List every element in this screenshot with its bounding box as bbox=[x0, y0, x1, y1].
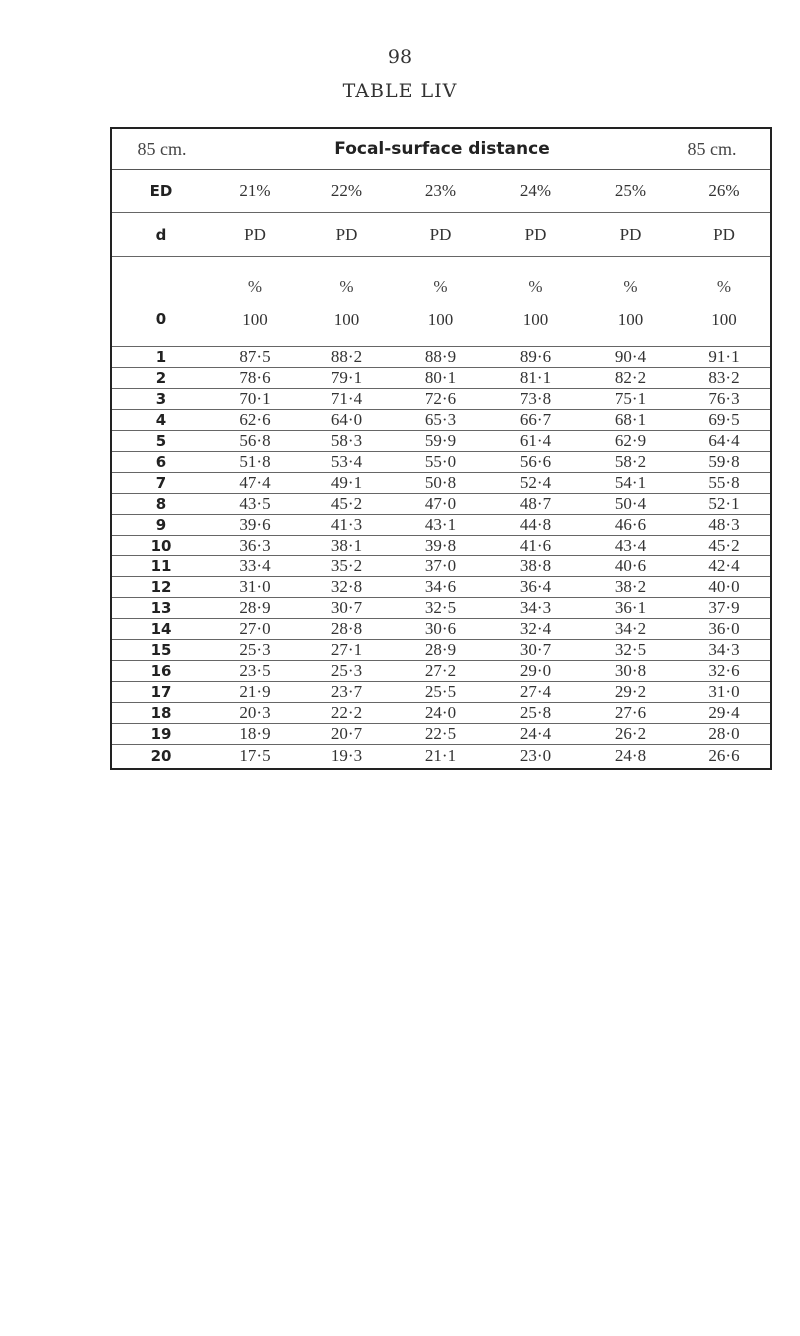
pd-value: 51·8 bbox=[239, 451, 271, 471]
pd-value: 90·4 bbox=[614, 346, 647, 366]
pd-value: 36·4 bbox=[519, 577, 552, 597]
ed-value: 23% bbox=[424, 180, 457, 200]
pd-value: 70·1 bbox=[239, 388, 271, 408]
table-row bbox=[112, 452, 770, 473]
row-label: 11 bbox=[150, 557, 172, 576]
pd-value: 46·6 bbox=[614, 514, 647, 534]
pd-value: 62·6 bbox=[239, 409, 271, 429]
percent-symbol: % bbox=[247, 277, 263, 296]
pd-value: 83·2 bbox=[708, 367, 740, 387]
table-row bbox=[112, 368, 770, 389]
pd-value: 27·0 bbox=[239, 619, 271, 639]
pd-value: 58·3 bbox=[330, 430, 363, 450]
pd-value: 41·3 bbox=[330, 514, 363, 534]
pd-value: 21·9 bbox=[239, 682, 271, 702]
pd-value: 58·2 bbox=[614, 451, 647, 471]
row-label: 4 bbox=[155, 410, 167, 429]
pd-value: 36·0 bbox=[708, 619, 740, 639]
pd-value: 27·4 bbox=[519, 682, 552, 702]
pd-value: 28·8 bbox=[330, 619, 363, 639]
zero-value bbox=[583, 278, 678, 328]
pd-value: 34·3 bbox=[708, 640, 740, 660]
row-label: 18 bbox=[150, 704, 172, 723]
pd-value: 32·5 bbox=[614, 640, 647, 660]
header-right-distance: 85 cm. bbox=[687, 139, 737, 159]
zero-number: 100 bbox=[617, 310, 644, 329]
row-label: 8 bbox=[155, 494, 167, 513]
pd-value: 69·5 bbox=[708, 409, 740, 429]
pd-value: 27·2 bbox=[424, 661, 457, 681]
pd-value: 26·6 bbox=[708, 745, 740, 765]
pd-value: 66·7 bbox=[519, 409, 552, 429]
ed-value: 26% bbox=[708, 180, 740, 200]
pd-value: 91·1 bbox=[708, 346, 740, 366]
row-label: 15 bbox=[150, 641, 172, 660]
pd-value: 43·1 bbox=[424, 514, 457, 534]
row-label: 2 bbox=[155, 368, 167, 387]
table-row bbox=[112, 577, 770, 598]
row-label: 0 bbox=[155, 310, 167, 328]
pd-value: 47·0 bbox=[424, 493, 457, 513]
table-row bbox=[112, 410, 770, 431]
row-label: 9 bbox=[155, 515, 167, 534]
pd-value: 21·1 bbox=[424, 745, 457, 765]
pd-value: 52·4 bbox=[519, 472, 552, 492]
pd-value: 37·9 bbox=[708, 598, 740, 618]
row-label: 7 bbox=[155, 473, 167, 492]
pd-value: 64·0 bbox=[330, 409, 363, 429]
pd-value: 43·5 bbox=[239, 493, 271, 513]
pd-value: 65·3 bbox=[424, 409, 457, 429]
pd-value: 34·3 bbox=[519, 598, 552, 618]
zero-value bbox=[300, 278, 393, 328]
pd-value: 19·3 bbox=[330, 745, 363, 765]
pd-header: PD bbox=[524, 224, 547, 244]
pd-value: 88·9 bbox=[424, 346, 457, 366]
pd-value: 23·5 bbox=[239, 661, 271, 681]
pd-value: 25·5 bbox=[424, 682, 457, 702]
zero-value bbox=[393, 278, 488, 328]
pd-value: 53·4 bbox=[330, 451, 363, 471]
pd-value: 30·6 bbox=[424, 619, 457, 639]
zero-number: 100 bbox=[427, 310, 454, 329]
pd-value: 22·5 bbox=[424, 724, 457, 744]
ed-value: 25% bbox=[614, 180, 647, 200]
data-table bbox=[110, 127, 772, 770]
table-row bbox=[112, 515, 770, 536]
pd-value: 29·0 bbox=[519, 661, 552, 681]
pd-value: 82·2 bbox=[614, 367, 647, 387]
pd-value: 71·4 bbox=[330, 388, 363, 408]
table-row bbox=[112, 724, 770, 745]
d-row bbox=[112, 213, 770, 257]
table-row bbox=[112, 661, 770, 682]
pd-value: 31·0 bbox=[708, 682, 740, 702]
row-label: 3 bbox=[155, 389, 167, 408]
pd-value: 20·3 bbox=[239, 703, 271, 723]
zero-number: 100 bbox=[522, 310, 549, 329]
pd-value: 55·0 bbox=[424, 451, 457, 471]
pd-value: 59·8 bbox=[708, 451, 740, 471]
pd-value: 50·4 bbox=[614, 493, 647, 513]
percent-symbol: % bbox=[339, 277, 354, 296]
row-label: 5 bbox=[155, 431, 167, 450]
pd-value: 34·2 bbox=[614, 619, 647, 639]
pd-value: 78·6 bbox=[239, 367, 271, 387]
pd-value: 37·0 bbox=[424, 556, 457, 576]
pd-value: 30·7 bbox=[330, 598, 363, 618]
pd-value: 27·1 bbox=[330, 640, 363, 660]
pd-header: PD bbox=[713, 224, 735, 244]
pd-value: 72·6 bbox=[424, 388, 457, 408]
pd-value: 24·0 bbox=[424, 703, 457, 723]
percent-symbol: % bbox=[433, 277, 448, 296]
zero-value bbox=[210, 278, 300, 328]
pd-value: 28·9 bbox=[424, 640, 457, 660]
pd-value: 49·1 bbox=[330, 472, 363, 492]
percent-symbol: % bbox=[528, 277, 543, 296]
pd-value: 75·1 bbox=[614, 388, 647, 408]
row-label: ED bbox=[149, 181, 173, 200]
pd-value: 20·7 bbox=[330, 724, 363, 744]
pd-value: 48·3 bbox=[708, 514, 740, 534]
pd-value: 42·4 bbox=[708, 556, 740, 576]
percent-symbol: % bbox=[716, 277, 732, 296]
pd-value: 38·8 bbox=[519, 556, 552, 576]
table-row bbox=[112, 494, 770, 515]
pd-value: 32·4 bbox=[519, 619, 552, 639]
pd-value: 87·5 bbox=[239, 346, 271, 366]
table-row bbox=[112, 640, 770, 661]
page-number: 98 bbox=[387, 46, 413, 68]
pd-value: 32·8 bbox=[330, 577, 363, 597]
header-caption: Focal-surface distance bbox=[334, 139, 550, 159]
ed-value: 21% bbox=[239, 180, 271, 200]
pd-header: PD bbox=[335, 224, 358, 244]
row-label: 20 bbox=[150, 746, 172, 765]
table-row bbox=[112, 431, 770, 452]
row-label: 19 bbox=[150, 725, 172, 744]
pd-header: PD bbox=[429, 224, 452, 244]
pd-value: 29·2 bbox=[614, 682, 647, 702]
pd-value: 89·6 bbox=[519, 346, 552, 366]
pd-value: 44·8 bbox=[519, 514, 552, 534]
pd-value: 80·1 bbox=[424, 367, 457, 387]
pd-value: 30·7 bbox=[519, 640, 552, 660]
pd-value: 88·2 bbox=[330, 346, 363, 366]
pd-header: PD bbox=[619, 224, 642, 244]
pd-value: 30·8 bbox=[614, 661, 647, 681]
pd-value: 32·6 bbox=[708, 661, 740, 681]
pd-value: 56·8 bbox=[239, 430, 271, 450]
pd-value: 17·5 bbox=[239, 745, 271, 765]
pd-value: 81·1 bbox=[519, 367, 552, 387]
row-label: 1 bbox=[155, 347, 167, 366]
table-row bbox=[112, 703, 770, 724]
pd-value: 76·3 bbox=[708, 388, 740, 408]
table-row bbox=[112, 473, 770, 494]
pd-value: 24·4 bbox=[519, 724, 552, 744]
pd-value: 45·2 bbox=[330, 493, 363, 513]
zero-value bbox=[678, 278, 770, 328]
pd-value: 32·5 bbox=[424, 598, 457, 618]
pd-value: 18·9 bbox=[239, 724, 271, 744]
pd-value: 27·6 bbox=[614, 703, 647, 723]
table-title: TABLE LIV bbox=[342, 80, 458, 102]
pd-value: 31·0 bbox=[239, 577, 271, 597]
pd-value: 29·4 bbox=[708, 703, 740, 723]
table-row bbox=[112, 347, 770, 368]
pd-value: 33·4 bbox=[239, 556, 271, 576]
pd-value: 36·1 bbox=[614, 598, 647, 618]
pd-value: 25·3 bbox=[330, 661, 363, 681]
table-row bbox=[112, 745, 770, 766]
pd-value: 24·8 bbox=[614, 745, 647, 765]
pd-value: 62·9 bbox=[614, 430, 647, 450]
pd-value: 39·8 bbox=[424, 535, 457, 555]
pd-value: 36·3 bbox=[239, 535, 271, 555]
percent-symbol: % bbox=[623, 277, 638, 296]
pd-value: 26·2 bbox=[614, 724, 647, 744]
pd-value: 25·8 bbox=[519, 703, 552, 723]
row-label: 13 bbox=[150, 599, 172, 618]
table-row bbox=[112, 557, 770, 578]
pd-value: 40·6 bbox=[614, 556, 647, 576]
table-row bbox=[112, 682, 770, 703]
pd-value: 23·7 bbox=[330, 682, 363, 702]
row-label: 14 bbox=[150, 620, 172, 639]
row-label: 10 bbox=[150, 536, 172, 555]
zero-number: 100 bbox=[242, 310, 268, 329]
row-label: 17 bbox=[150, 683, 172, 702]
pd-value: 64·4 bbox=[708, 430, 740, 450]
table-row bbox=[112, 536, 770, 557]
pd-value: 55·8 bbox=[708, 472, 740, 492]
pd-value: 38·1 bbox=[330, 535, 363, 555]
pd-value: 38·2 bbox=[614, 577, 647, 597]
pd-value: 40·0 bbox=[708, 577, 740, 597]
pd-value: 41·6 bbox=[519, 535, 552, 555]
row-label: 16 bbox=[150, 662, 172, 681]
pd-value: 34·6 bbox=[424, 577, 457, 597]
pd-value: 39·6 bbox=[239, 514, 271, 534]
pd-value: 22·2 bbox=[330, 703, 363, 723]
pd-value: 73·8 bbox=[519, 388, 552, 408]
table-row bbox=[112, 389, 770, 410]
pd-value: 23·0 bbox=[519, 745, 552, 765]
zero-number: 100 bbox=[333, 310, 360, 329]
pd-value: 47·4 bbox=[239, 472, 271, 492]
pd-value: 68·1 bbox=[614, 409, 647, 429]
table-row bbox=[112, 619, 770, 640]
table-row bbox=[112, 598, 770, 619]
ed-value: 22% bbox=[330, 180, 363, 200]
pd-value: 50·8 bbox=[424, 472, 457, 492]
pd-value: 56·6 bbox=[519, 451, 552, 471]
pd-value: 43·4 bbox=[614, 535, 647, 555]
pd-value: 45·2 bbox=[708, 535, 740, 555]
pd-value: 54·1 bbox=[614, 472, 647, 492]
header-left-distance: 85 cm. bbox=[137, 139, 187, 159]
ed-value: 24% bbox=[519, 180, 552, 200]
pd-value: 59·9 bbox=[424, 430, 457, 450]
pd-value: 61·4 bbox=[519, 430, 552, 450]
pd-value: 52·1 bbox=[708, 493, 740, 513]
pd-value: 28·9 bbox=[239, 598, 271, 618]
pd-value: 48·7 bbox=[519, 493, 552, 513]
ed-row bbox=[112, 169, 770, 213]
pd-value: 25·3 bbox=[239, 640, 271, 660]
pd-header: PD bbox=[244, 224, 266, 244]
pd-value: 79·1 bbox=[330, 367, 363, 387]
zero-number: 100 bbox=[711, 310, 737, 329]
row-label: d bbox=[155, 225, 167, 244]
zero-value bbox=[488, 278, 583, 328]
pd-value: 35·2 bbox=[330, 556, 363, 576]
table-header bbox=[112, 129, 770, 170]
row-label: 12 bbox=[150, 578, 172, 597]
zero-row bbox=[112, 257, 770, 347]
pd-value: 28·0 bbox=[708, 724, 740, 744]
row-label: 6 bbox=[155, 452, 167, 471]
